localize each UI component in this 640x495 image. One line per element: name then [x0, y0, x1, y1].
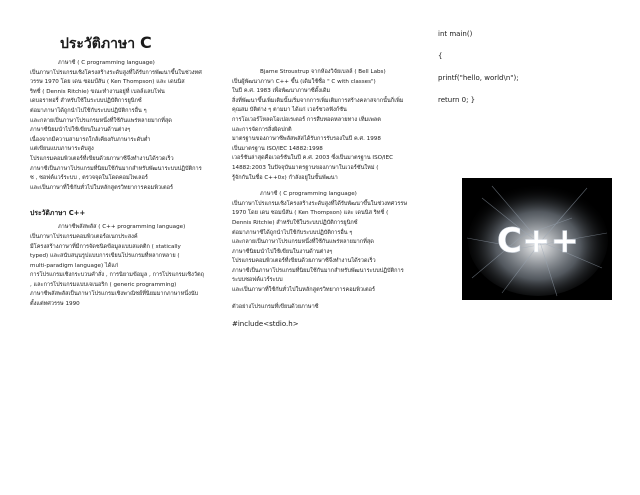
text-line: และเป็นภาษาที่ใช้กันทั่วไปในหลักสูตรวิทยาการคอมพิวเตอร์	[30, 184, 174, 191]
text-line: เป็นภาษาโปรแกรมเชิงโครงสร้างระดับสูงที่ได้รับพัฒนาขึ้นในช่วงทศวรรษ	[232, 200, 408, 207]
text-line: ในปี ค.ศ. 1983 เพื่อพัฒนาภาษาซีดั้งเดิม	[232, 88, 331, 95]
column-1	[30, 0, 210, 310]
text-line: ซ , ซอฟต์แวร์ระบบ , ตรวจจุดในโดดคอมไพเลอร์	[30, 175, 148, 182]
text-line: ต่อมาภาษาซีได้ถูกนำไปใช้กับระบบปฏิบัติการอื่น ๆ	[232, 229, 353, 236]
text-line: โปรแกรมคอมพิวเตอร์ที่เขียนด้วยภาษาซีจึงทำงานได้รวดเร็ว	[30, 155, 174, 162]
text-line: ภาษาซี ( C programming language)	[260, 191, 357, 198]
text-line: 14882:2003 ในปัจจุบันมาตรฐานของภาษาในเวอร์ชันใหม่ (	[232, 164, 379, 171]
text-line: Bjarne Stroustrup จากห้องวิจัยเบลล์ ( Bell Labs)	[260, 69, 386, 75]
text-line: และการจัดการสิ่งผิดปกติ	[232, 126, 292, 133]
text-line: ภาษาซีเป็นภาษาโปรแกรมที่นิยมใช้กันมากสำหรับพัฒนาระบบปฏิบัติการ	[232, 267, 404, 274]
text-line: เป็นมาตรฐาน ISO/IEC 14882:1998	[232, 145, 323, 152]
text-line: Dennis Ritchie) สำหรับใช้ในระบบปฏิบัติการยูนิกซ์	[232, 219, 358, 226]
text-line: เวอร์ชันล่าสุดคือเวอร์ชันในปี ค.ศ. 2003 ซึ่งเป็นมาตรฐาน ISO/IEC	[232, 155, 394, 162]
column-2	[232, 0, 418, 330]
text-line: โปรแกรมคอมพิวเตอร์ที่เขียนด้วยภาษาซีจึงทำงานได้รวดเร็ว	[232, 258, 376, 265]
paragraph-cpp-history	[30, 223, 210, 309]
paragraph-c-history	[30, 59, 210, 193]
text-line: เนื่องจากมีความสามารถใกล้เคียงกับภาษาระดับต่ำ	[30, 136, 151, 143]
text-line: ภาษาซีพลัสพลัส ( C++ programming language)	[58, 224, 186, 231]
heading-cpp-history: ประวัติภาษา C++	[30, 209, 86, 218]
text-line: และเป็นภาษาที่ใช้กันทั่วไปในหลักสูตรวิทยาการคอมพิวเตอร์	[232, 287, 376, 294]
page-title: ประวัติภาษา C	[60, 33, 152, 52]
text-line: 1970 โดย เดน ซอมป์สัน ( Ken Thompson) และ เดนนิส ริทชี่ (	[232, 210, 389, 217]
text-line: สิ่งที่พัฒนาขึ้นเพิ่มเติมนั้นเริ่มจากการเพิ่มเติมการสร้างคลาสจากนั้นก็เพิ่ม	[232, 97, 404, 104]
text-line: เดบอราทอรี่ สำหรับใช้ในระบบปฏิบัติการยูนิกซ์	[30, 98, 142, 105]
text-line: ริทชี่ ( Dennis Ritchie) ขณะทำงานอยู่ที่ เบลล์แลบโฟน	[30, 88, 165, 95]
text-line: และกลายเป็นภาษาโปรแกรมหนึ่งที่ใช้กันแพร่หลายมากที่สุด	[30, 117, 172, 124]
text-line: คุณสม บัติต่าง ๆ ตามมา ได้แก่ เวอร์ชวลฟังก์ชัน	[232, 107, 347, 114]
text-line: และกลายเป็นภาษาโปรแกรมหนึ่งที่ใช้กันแพร่หลายมากที่สุด	[232, 239, 374, 246]
code-line: int main()	[438, 30, 473, 38]
text-line: ระบบซอฟต์แวร์ระบบ	[232, 277, 283, 284]
text-line: แต่เขียนแบบภาษาระดับสูง	[30, 146, 94, 153]
text-line: มาตรฐานของภาษาซีพลัสพลัสได้รับการรับรองในปี ค.ศ. 1998	[232, 136, 381, 143]
text-line: ภาษาซีนิยมนำไปใช้เขียนในงานด้านต่างๆ	[30, 127, 131, 134]
text-line: , และการโปรแกรมแบบเจเนอริก ( generic programming)	[30, 281, 177, 288]
cpp-logo-icon	[462, 178, 612, 300]
text-line: เป็นภาษาโปรแกรมเชิงโครงสร้างระดับสูงที่ได้รับการพัฒนาขึ้นในช่วงทศ	[30, 69, 202, 76]
text-line: ภาษาซีนิยมนำไปใช้เขียนในงานด้านต่างๆ	[232, 248, 333, 255]
text-line: typed) และสนับสนุนรูปแบบการเขียนโปรแกรมที่หลากหลาย (	[30, 253, 180, 260]
text-line: ตั้งแต่ทศวรรษ 1990	[30, 301, 80, 308]
include-line: #include<stdio.h>	[232, 320, 299, 329]
text-line: มีโครงสร้างภาษาที่มีการจัดชนิดข้อมูลแบบสแตติก ( statically	[30, 243, 181, 250]
text-line: เป็นภาษาโปรแกรมคอมพิวเตอร์อเนกประสงค์	[30, 233, 138, 240]
code-line: {	[438, 52, 443, 60]
text-line: ภาษาซี ( C programming language)	[58, 60, 155, 66]
text-line: เป็นผู้พัฒนาภาษา C++ ขึ้น (เดิมใช้ชื่อ " C with classes")	[232, 78, 376, 85]
text-line: multi-paradigm language) ได้แก่	[30, 262, 119, 269]
example-caption: ตัวอย่างโปรแกรมที่เขียนด้วยภาษาซี	[232, 303, 319, 310]
text-line: การโปรแกรมเชิงกระบวนคำสั่ง , การนิยามข้อมูล , การโปรแกรมเชิงวัตถุ	[30, 272, 204, 279]
text-line: รู้จักกันในชื่อ C++0x) กำลังอยู่ในขั้นพัฒนา	[232, 174, 338, 181]
text-line: ต่อมาภาษาได้ถูกนำไปใช้กับระบบปฏิบัติการอื่น ๆ	[30, 107, 147, 114]
text-line: การโอเวอร์โหลดโอเปอเรเตอร์ การสืบทอดหลายทาง เท็มเพลต	[232, 116, 381, 123]
cpp-logo-text: C++	[497, 221, 579, 261]
text-line: ภาษาซีเป็นภาษาโปรแกรมที่นิยมใช้กันมากสำหรับพัฒนาระบบปฏิบัติการ	[30, 165, 202, 172]
paragraph-c-language	[232, 190, 418, 296]
code-line: return 0; }	[438, 96, 476, 104]
code-line: printf("hello, world\n");	[438, 74, 519, 82]
text-line: วรรษ 1970 โดย เดน ซอมป์สัน ( Ken Thompson) และ เดนนิส	[30, 79, 185, 86]
column-3	[438, 0, 628, 105]
paragraph-stroustrup	[232, 68, 418, 183]
text-line: ภาษาซีพลัสพลัสเป็นภาษาโปรแกรมเชิงพาณิชย์ที่นิยมมากภาษาหนึ่งนับ	[30, 291, 199, 298]
